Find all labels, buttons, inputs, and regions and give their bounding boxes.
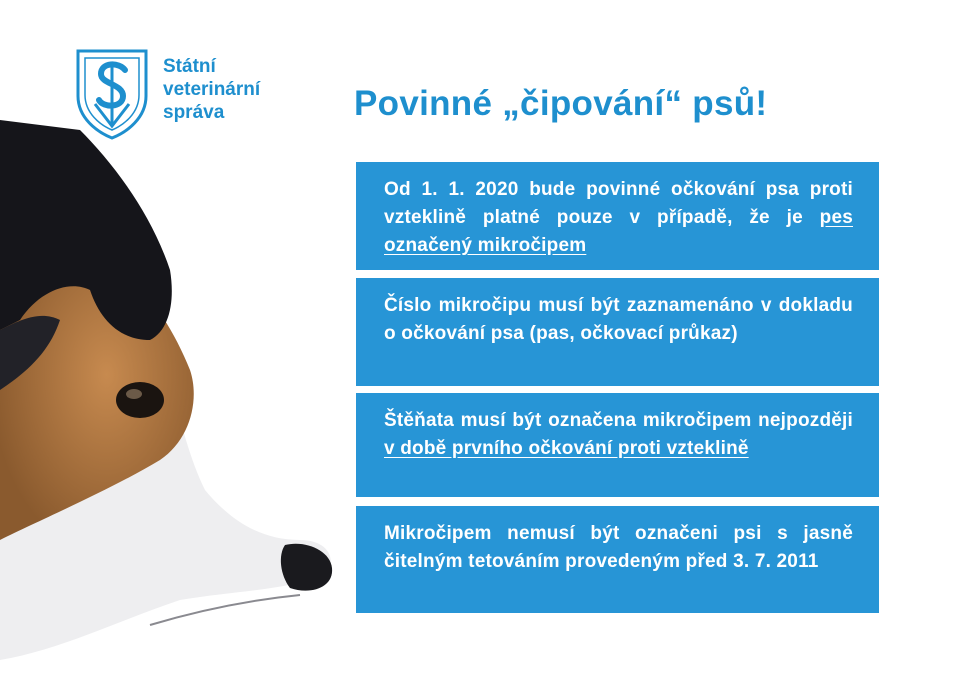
info-box-2-text: Číslo mikročipu musí být zaznamenáno v dokladu o očkování psa (pas, očkovací průkaz) bbox=[384, 295, 853, 344]
info-box-3-text: Štěňata musí být označena mikročipem nejpozději bbox=[384, 410, 853, 431]
dog-head-profile-photo bbox=[0, 120, 340, 686]
info-box-tattoo-exception bbox=[356, 506, 879, 613]
page-title: Povinné „čipování“ psů! bbox=[354, 84, 768, 123]
info-box-vaccination bbox=[356, 162, 879, 270]
info-box-4-text: Mikročipem nemusí být označeni psi s jasně čitelným tetováním provedeným před 3. 7. 2011 bbox=[384, 523, 853, 572]
info-box-1-text: Od 1. 1. 2020 bude povinné očkování psa proti vzteklině platné pouze v případě, že je bbox=[384, 179, 853, 228]
organization-name bbox=[163, 55, 260, 124]
org-line-1: Státní bbox=[163, 56, 216, 77]
info-box-puppies bbox=[356, 393, 879, 497]
info-box-3-underlined: v době prvního očkování proti vzteklině bbox=[384, 438, 749, 459]
info-box-chip-number bbox=[356, 278, 879, 386]
info-box-1-underlined: pes označený mikročipem bbox=[384, 207, 853, 256]
org-line-2: veterinární bbox=[163, 79, 261, 100]
org-line-3: správa bbox=[163, 102, 225, 123]
